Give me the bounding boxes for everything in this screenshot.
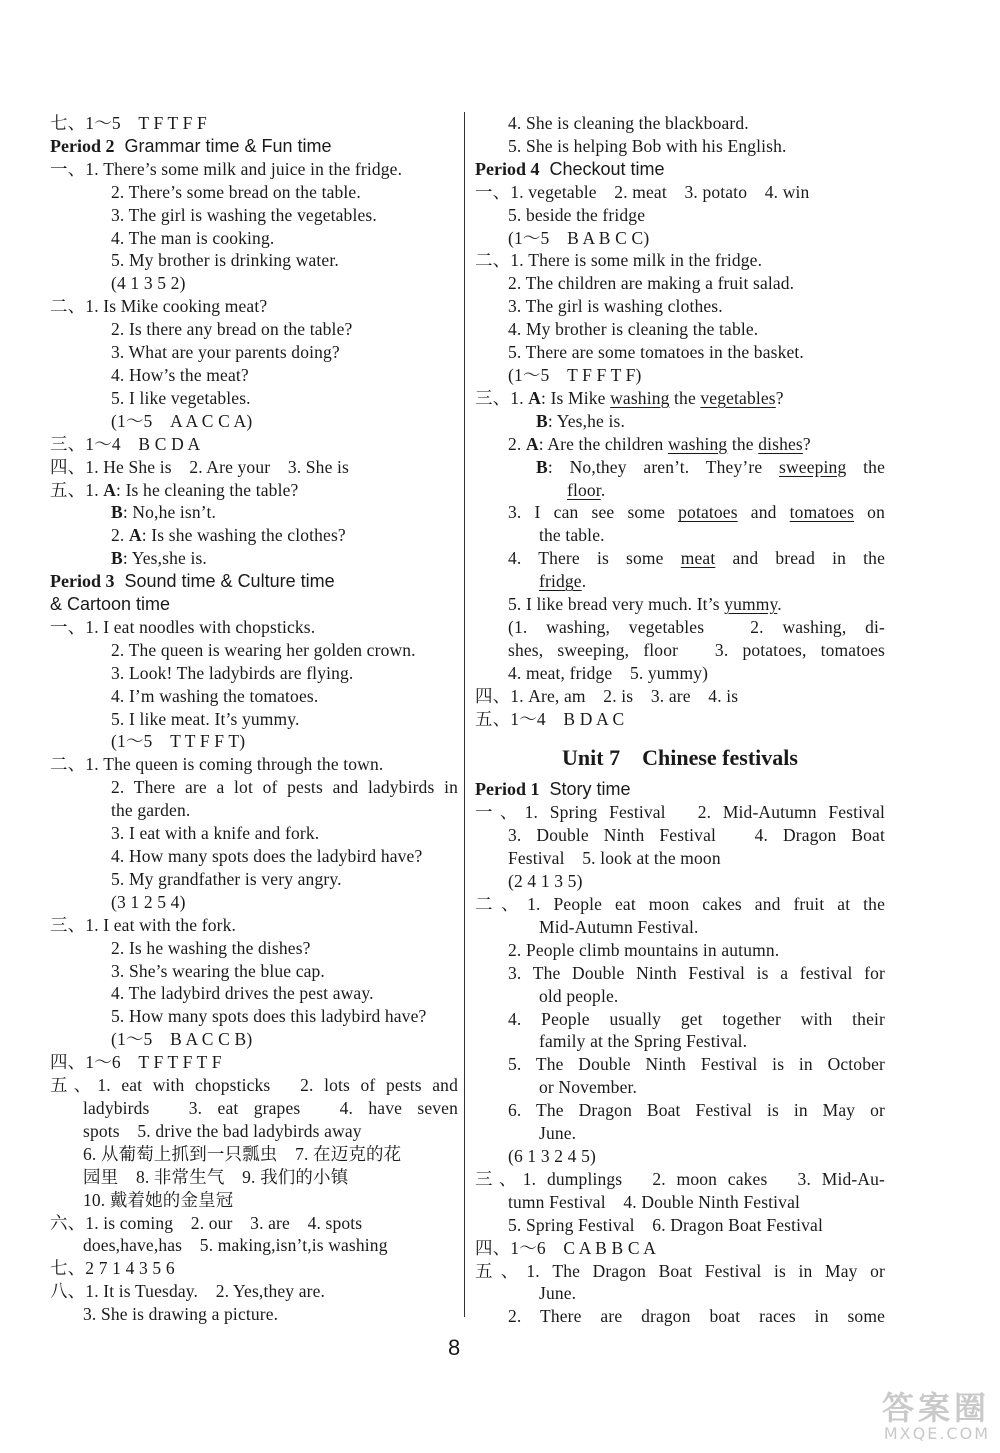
answer-line: family at the Spring Festival. — [539, 1031, 748, 1052]
period-label: Period 2 — [50, 135, 115, 156]
underlined-word: dishes — [758, 433, 803, 454]
answer-line: 二、1. People eat moon cakes and fruit at the — [475, 894, 885, 914]
answer-line: 四、1～6 T F T F T F — [50, 1052, 222, 1073]
answer-line: 五、1. The Dragon Boat Festival is in May or — [475, 1260, 885, 1281]
answer-line: (3 1 2 5 4) — [111, 891, 186, 912]
answer-line: 5. I like vegetables. — [111, 387, 251, 408]
answer-line: 四、1. Are, am 2. is 3. are 4. is — [475, 685, 739, 706]
answer-line: Festival 5. look at the moon — [508, 848, 721, 869]
answer-line: floor. — [567, 479, 606, 500]
answer-line: 10. 戴着她的金皇冠 — [83, 1189, 234, 1210]
answer-line: 3. She’s wearing the blue cap. — [111, 960, 325, 981]
answer-line: 园里 8. 非常生气 9. 我们的小镇 — [83, 1166, 349, 1187]
period-title: Sound time & Culture time — [124, 571, 335, 592]
speaker-label: A — [128, 525, 142, 546]
section-heading — [475, 778, 885, 801]
answer-line: (1. washing, vegetables 2. washing, di- — [508, 616, 885, 637]
period-label: Period 4 — [475, 158, 540, 179]
answer-line: 4. She is cleaning the blackboard. — [508, 113, 749, 133]
answer-line: 5. I like bread very much. It’s yummy. — [508, 594, 782, 615]
answer-line: the garden. — [111, 800, 191, 821]
answer-line: 2. Is he washing the dishes? — [111, 937, 311, 958]
right-column — [475, 112, 885, 1328]
answer-line: (1～5 A A C C A) — [111, 410, 253, 431]
answer-line: 一、1. There’s some milk and juice in the fridge. — [50, 158, 403, 179]
answer-line: 二、1. The queen is coming through the town. — [50, 754, 384, 775]
answer-line: 3. She is drawing a picture. — [83, 1304, 279, 1325]
period-title: Story time — [549, 779, 631, 800]
answer-line: 5. I like meat. It’s yummy. — [111, 708, 300, 729]
answer-line: 七、1～5 T F T F F — [50, 113, 207, 133]
answer-line: June. — [539, 1123, 577, 1144]
period-title: Grammar time & Fun time — [124, 135, 332, 156]
watermark-logo — [820, 1390, 990, 1445]
answer-line: 2. The children are making a fruit salad. — [508, 273, 795, 294]
column-divider — [464, 112, 465, 1317]
answer-line: (1～5 B A B C C) — [508, 227, 650, 248]
speaker-label: B — [111, 548, 123, 569]
section-heading: & Cartoon time — [50, 594, 171, 615]
underlined-word: tomatoes — [789, 502, 855, 523]
speaker-label: A — [528, 387, 542, 408]
underlined-word: washing — [610, 387, 670, 408]
answer-line: 四、1～6 C A B B C A — [475, 1237, 656, 1258]
answer-line: B: Yes,she is. — [111, 548, 207, 569]
period-title: Checkout time — [549, 158, 665, 179]
unit-title: Unit 7 Chinese festivals — [562, 745, 798, 771]
period-label: Period 3 — [50, 571, 115, 592]
answer-line: 4. My brother is cleaning the table. — [508, 319, 759, 340]
answer-line: 三、1. I eat with the fork. — [50, 914, 236, 935]
answer-line: 2. The queen is wearing her golden crown. — [111, 639, 416, 660]
answer-line: B: Yes,he is. — [536, 410, 625, 431]
underlined-word: vegetables — [700, 387, 776, 408]
answer-line: 5. The Double Ninth Festival is in October — [508, 1054, 885, 1075]
answer-line: 5. beside the fridge — [508, 204, 646, 225]
answer-line: 五、1～4 B D A C — [475, 708, 625, 729]
answer-line: 5. She is helping Bob with his English. — [508, 135, 787, 156]
answer-line: 5. My brother is drinking water. — [111, 250, 339, 271]
answer-line: (4 1 3 5 2) — [111, 273, 186, 294]
answer-line: 3. Double Ninth Festival 4. Dragon Boat — [508, 825, 885, 846]
answer-line: (2 4 1 3 5) — [508, 871, 583, 892]
answer-line: 五、1. eat with chopsticks 2. lots of pests and — [50, 1075, 458, 1096]
answer-line: B: No,they aren’t. They’re sweeping the — [536, 456, 885, 477]
underlined-word: fridge — [539, 571, 582, 592]
answer-line: 3. What are your parents doing? — [111, 342, 340, 363]
section-heading — [50, 570, 458, 593]
answer-line: 4. How’s the meat? — [111, 364, 249, 385]
answer-line: 2. There are dragon boat races in some — [508, 1306, 885, 1327]
answer-line: ladybirds 3. eat grapes 4. have seven — [83, 1097, 458, 1118]
answer-line: 2. A: Are the children washing the dishes? — [508, 433, 811, 454]
answer-line: 二、1. There is some milk in the fridge. — [475, 250, 763, 271]
answer-line: 八、1. It is Tuesday. 2. Yes,they are. — [50, 1281, 326, 1302]
answer-line: 五、1. A: Is he cleaning the table? — [50, 479, 299, 500]
section-heading — [475, 158, 885, 181]
watermark-url: MXQE.COM — [883, 1424, 990, 1443]
answer-line: 3. The Double Ninth Festival is a festival for — [508, 962, 885, 983]
answer-line: 5. My grandfather is very angry. — [111, 868, 342, 889]
answer-line: Mid-Autumn Festival. — [539, 916, 699, 937]
answer-line: 4. The man is cooking. — [111, 227, 275, 248]
speaker-label: B — [536, 410, 548, 431]
answer-line: shes, sweeping, floor 3. potatoes, tomatoes — [508, 639, 885, 660]
answer-line: 四、1. He She is 2. Are your 3. She is — [50, 456, 349, 477]
answer-line: 5. There are some tomatoes in the basket. — [508, 342, 804, 363]
answer-line: 六、1. is coming 2. our 3. are 4. spots — [50, 1212, 363, 1233]
speaker-label: B — [111, 502, 123, 523]
answer-line: tumn Festival 4. Double Ninth Festival — [508, 1191, 801, 1212]
answer-line: 6. The Dragon Boat Festival is in May or — [508, 1100, 885, 1121]
answer-line: fridge. — [539, 571, 587, 592]
answer-line: 4. I’m washing the tomatoes. — [111, 685, 319, 706]
answer-line: 3. I eat with a knife and fork. — [111, 823, 320, 844]
answer-line: does,have,has 5. making,isn’t,is washing — [83, 1235, 388, 1256]
watermark-text: 答案圈 — [881, 1389, 990, 1427]
answer-line: (1～5 B A C C B) — [111, 1029, 253, 1050]
answer-line: B: No,he isn’t. — [111, 502, 216, 523]
section-heading — [50, 135, 458, 158]
answer-line: 二、1. Is Mike cooking meat? — [50, 296, 268, 317]
answer-line: spots 5. drive the bad ladybirds away — [83, 1120, 362, 1141]
answer-line: the table. — [539, 525, 605, 546]
answer-line: 一、1. vegetable 2. meat 3. potato 4. win — [475, 181, 810, 202]
answer-line: 3. The girl is washing clothes. — [508, 296, 723, 317]
answer-line: (1～5 T T F F T) — [111, 731, 246, 752]
answer-line: 一、1. Spring Festival 2. Mid-Autumn Festival — [475, 802, 885, 823]
underlined-word: meat — [680, 548, 716, 569]
answer-line: 4. The ladybird drives the pest away. — [111, 983, 374, 1004]
answer-line: old people. — [539, 985, 619, 1006]
answer-line: or November. — [539, 1077, 638, 1098]
underlined-word: yummy — [724, 594, 778, 615]
answer-line: 4. How many spots does the ladybird have? — [111, 846, 423, 866]
answer-line: 三、1～4 B C D A — [50, 433, 201, 454]
answer-line: 3. The girl is washing the vegetables. — [111, 204, 377, 225]
answer-line: June. — [539, 1283, 577, 1304]
answer-line: 3. Look! The ladybirds are flying. — [111, 662, 354, 683]
answer-line: (6 1 3 2 4 5) — [508, 1145, 596, 1166]
answer-line: 2. There are a lot of pests and ladybirds in — [111, 777, 458, 798]
answer-line: 三、1. A: Is Mike washing the vegetables? — [475, 387, 784, 408]
speaker-label: A — [103, 479, 117, 500]
underlined-word: sweeping — [779, 456, 847, 477]
answer-line: 2. Is there any bread on the table? — [111, 319, 353, 340]
underlined-word: washing — [667, 433, 728, 454]
speaker-label: A — [525, 433, 539, 454]
answer-line: 5. How many spots does this ladybird have? — [111, 1006, 427, 1027]
answer-line: 2. There’s some bread on the table. — [111, 181, 361, 202]
answer-line: 一、1. I eat noodles with chopsticks. — [50, 616, 316, 637]
underlined-word: potatoes — [678, 502, 738, 523]
period-label: Period 1 — [475, 779, 540, 800]
answer-line: 4. There is some meat and bread in the — [508, 548, 885, 569]
answer-line: 3. I can see some potatoes and tomatoes on — [508, 502, 885, 523]
answer-line: 4. meat, fridge 5. yummy) — [508, 662, 709, 683]
answer-line: 七、2 7 1 4 3 5 6 — [50, 1258, 175, 1279]
answer-line: 6. 从葡萄上抓到一只瓢虫 7. 在迈克的花 — [83, 1143, 402, 1164]
page-number: 8 — [448, 1335, 461, 1360]
speaker-label: B — [536, 456, 548, 477]
answer-line: 5. Spring Festival 6. Dragon Boat Festival — [508, 1214, 823, 1235]
answer-line: 三、1. dumplings 2. moon cakes 3. Mid-Au- — [475, 1168, 885, 1189]
left-column — [50, 112, 458, 1326]
answer-line: (1～5 T F F T F) — [508, 364, 642, 385]
answer-line: 4. People usually get together with their — [508, 1008, 885, 1029]
answer-line: 2. A: Is she washing the clothes? — [111, 525, 346, 546]
underlined-word: floor — [567, 479, 601, 500]
answer-line: 2. People climb mountains in autumn. — [508, 939, 780, 960]
